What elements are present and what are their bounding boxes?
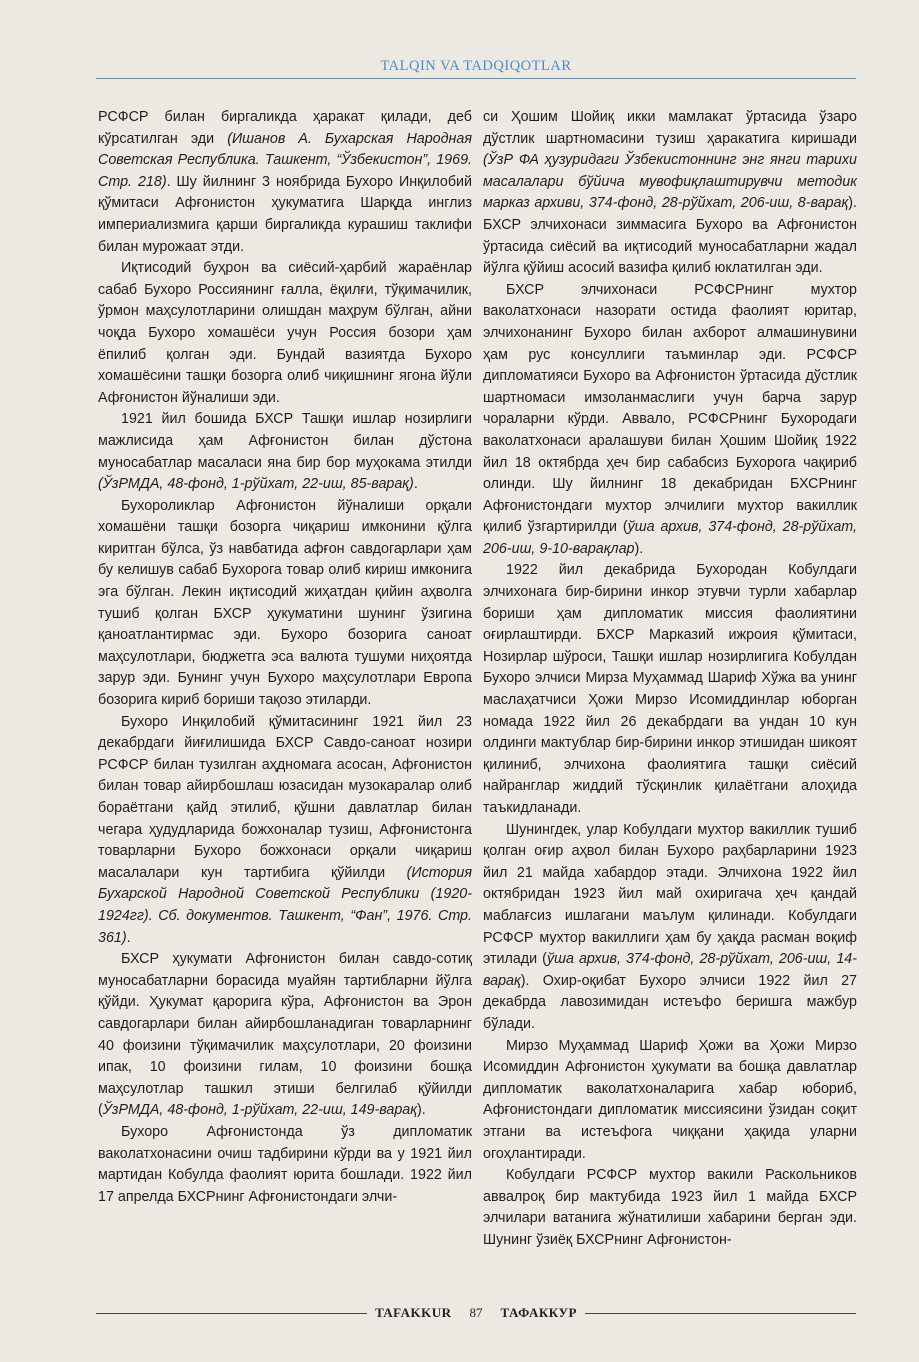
body-text: Иқтисодий буҳрон ва сиёсий-ҳарбий жараёнлар сабаб Бухоро Россиянинг ғалла, ёқилғи, тўқимачилик, ўрмон маҳсулотларини олишдан маҳрум бўлган, айни чоқда Бухоро хомашёси учун Россия бозори ҳам ёпилиб қолган эди. Бундай вазиятда Бухоро хомашёсини ташқи бозорга олиб чиқишнинг ягона йўли Афғонистон йўналиши эди. bbox=[98, 260, 472, 406]
paragraph bbox=[98, 496, 472, 712]
body-text: . bbox=[413, 476, 418, 493]
paragraph bbox=[483, 1165, 857, 1251]
paragraph bbox=[98, 107, 472, 258]
body-text: БХСР ҳукумати Афғонистон билан савдо-сотиқ муносабатларни борасида муайян тартибларни йўлга қўйди. Ҳукумат қарорига кўра, Афғонистон ва Эрон савдогарлари билан айирбошланадиган товарларнинг 40 фоизини тўқимачилик маҳсулотлари, 20 фоизини ипак, 10 фоизини гилам, 10 фоизини бошқа маҳсулотлар ташкил этиши белгилаб қўйилди ( bbox=[98, 951, 472, 1119]
paragraph bbox=[98, 258, 472, 409]
paragraph bbox=[483, 1036, 857, 1166]
body-text: . bbox=[126, 929, 131, 946]
left-column bbox=[98, 107, 472, 1282]
footer-rule-right bbox=[585, 1313, 856, 1314]
footer-journal-cyrillic: ТАФАККУР bbox=[500, 1305, 577, 1320]
body-text: 1921 йил бошида БХСР Ташқи ишлар нозирлиги мажлисида ҳам Афғонистон билан дўстона муносабатлар масаласи яна бир бор муҳокама этилди bbox=[98, 411, 472, 471]
body-text: Шунингдек, улар Кобулдаги мухтор вакиллик тушиб қолган оғир аҳвол билан Бухоро раҳбарларини 1923 йил 21 майда хабардор этади. Элчихона 1922 йил октябридан 1923 йил май охиригача ҳеч қандай маблағсиз ишлагани маълум қилинади. Кобулдаги РСФСР мухтор вакиллиги ҳам бу ҳақда расман воқиф этилади ( bbox=[483, 821, 857, 968]
footer-journal-latin: TAFAKKUR bbox=[375, 1305, 452, 1320]
body-text: Бухоро Инқилобий қўмитасининг 1921 йил 23 декабрдаги йиғилишида БХСР Савдо-саноат нозири РСФСР билан тузилган аҳдномага асосан, Афғонистон билан товар айирбошлаш юзасидан музокаралар олиб бораётгани қайд этилиб, қўшни давлатлар билан чегара ҳудудларида божхоналар тузиш, Афғонистонга товарларни Бухоро божхонаси орқали чиқариш масалалари кун тартибига қўйилди bbox=[98, 713, 472, 881]
body-text: ). bbox=[634, 540, 644, 557]
body-text: Мирзо Муҳаммад Шариф Ҳожи ва Ҳожи Мирзо Исомиддин Афғонистон ҳукумати ва бошқа давлатлар дипломатик ваколатхоналарига хабар юбориб, Афғонистондаги дипломатик миссиясини ўзидан соқит этгани ва истеъфога чиққани ҳақида уларни огоҳлантиради. bbox=[483, 1037, 857, 1162]
paragraph bbox=[98, 1122, 472, 1208]
paragraph bbox=[483, 560, 857, 819]
citation-text: (ЎзР ФА ҳузуридаги Ўзбекистоннинг энг янги тарихи масалалари бўйича мувофиқлаштирувчи методик марказ архиви, 374-фонд, 28-рўйхат, 206-иш, 8-варақ bbox=[483, 152, 857, 212]
body-text: 1922 йил декабрида Бухородан Кобулдаги элчихонага бир-бирини инкор этувчи турли хабарлар бориши ҳам дипломатик миссия фаолиятини оғирлаштирди. БХСР Марказий ижроия қўмитаси, Нозирлар шўроси, Ташқи ишлар нозирлигига Кобулдан Бухоро элчиси Мирза Муҳаммад Шариф Хўжа ва унинг маслаҳатчиси Ҳожи Мирзо Исомиддинлар юборган номада 1922 йил 26 декабрдаги ва ундан 10 кун олдинги мактублар бир-бирини инкор этишидан шикоят қилиниб, элчихона фаолиятига ташқи сиёсий найранглар жиддий тўсқинлик қилаётгани алоҳида таъкидланади. bbox=[483, 562, 857, 816]
page-number: 87 bbox=[469, 1305, 483, 1320]
body-text: си Ҳошим Шойиқ икки мамлакат ўртасида ўзаро дўстлик шартномасини тузиш ҳаракатига киришади bbox=[483, 109, 857, 147]
body-text: ). БХСР элчихонаси зиммасига Бухоро ва Афғонистон ўртасида сиёсий ва иқтисодий муносабатларни жадал йўлга қўйиш асосий вазифа қилиб юклатилган эди. bbox=[483, 195, 857, 277]
header-rule bbox=[96, 78, 856, 79]
paragraph bbox=[483, 820, 857, 1036]
citation-text: (История Бухарской Народной Советской Республики (1920-1924гг). Сб. документов. Ташкент, “Фан”, 1976. Стр. 361) bbox=[98, 864, 472, 946]
page-footer bbox=[96, 1302, 856, 1324]
paragraph bbox=[483, 280, 857, 561]
citation-text: (ЎзРМДА, 48-фонд, 1-рўйхат, 22-иш, 85-варақ) bbox=[98, 476, 414, 493]
citation-text: ЎзРМДА, 48-фонд, 1-рўйхат, 22-иш, 149-варақ bbox=[102, 1102, 418, 1119]
running-header: TALQIN VA TADQIQOTLAR bbox=[380, 58, 572, 74]
body-text: Кобулдаги РСФСР мухтор вакили Раскольников аввалроқ бир мактубида 1923 йил 1 майда БХСР элчилари ватанига жўнатилиши хабарини берган эди. Шунинг ўзиёқ БХСРнинг Афғонистон- bbox=[483, 1167, 857, 1248]
body-text: РСФСР билан биргаликда ҳаракат қилади, деб кўрсатилган эди bbox=[98, 109, 472, 147]
citation-text: ўша архив, 374-фонд, 28-рўйхат, 206-иш, 9-10-варақлар bbox=[483, 519, 857, 557]
body-text: . Шу йилнинг 3 ноябрида Бухоро Инқилобий қўмитаси Афғонистон ҳукуматига Шарқда инглиз империализмига қарши биргаликда курашиш таклифи билан мурожаат этди. bbox=[98, 173, 472, 255]
paragraph bbox=[98, 409, 472, 495]
body-text: БХСР элчихонаси РСФСРнинг мухтор ваколатхонаси назорати остида фаолият юритар, элчихонанинг Бухоро билан ахборот алмашинувини ҳам рус консуллиги таъминлар эди. РСФСР дипломатияси Бухоро ва Афғонистон ўртасида дўстлик шартномаси имзоланмаслиги учун барча зарур чораларни кўрди. Аввало, РСФСРнинг Бухородаги ваколатхонаси аралашуви билан Ҳошим Шойиқ 1922 йил 18 октябрда ҳеч бир сабабсиз Бухорога чақириб олинди. Шу йилнинг 18 декабридан БХСРнинг Афғонистондаги мухтор элчилиги мухтор вакиллик қилиб ўзгартирилди ( bbox=[483, 281, 857, 536]
citation-text: (Ишанов А. Бухарская Народная Советская Республика. Ташкент, “Ўзбекистон”, 1969. Стр. 218) bbox=[98, 130, 472, 190]
right-column bbox=[483, 107, 857, 1282]
body-text: ). Охир-оқибат Бухоро элчиси 1922 йил 27 декабрда лавозимидан истеъфо беришга мажбур бўлади. bbox=[483, 972, 857, 1032]
body-text: Бухоро Афғонистонда ўз дипломатик ваколатхонасини очиш тадбирини кўрди ва у 1921 йил мартидан Кобулда фаолият юрита бошлади. 1922 йил 17 апрелда БХСРнинг Афғонистондаги элчи- bbox=[98, 1123, 472, 1205]
paragraph bbox=[483, 107, 857, 280]
footer-rule-left bbox=[96, 1313, 367, 1314]
paragraph bbox=[98, 712, 472, 950]
citation-text: ўша архив, 374-фонд, 28-рўйхат, 206-иш, 14-варақ bbox=[483, 951, 857, 989]
body-text: ). bbox=[417, 1102, 426, 1119]
paragraph bbox=[98, 949, 472, 1122]
body-text: Бухороликлар Афғонистон йўналиши орқали хомашёни ташқи бозорга чиқариш имконини қўлга киритган бўлса, ўз навбатида афғон савдогарлари ҳам бу келишув сабаб Бухорога товар олиб кириш имконига эга бўлган. Лекин иқтисодий жиҳатдан қийин аҳволга тушиб қолган БХСР ҳукуматини шунинг ўзигина қаноатлантирмас эди. Бухоро бозорига саноат маҳсулотлари, бюджетга эса валюта тушуми ниҳоятда зарур эди. Бунинг учун Бухоро маҳсулотлари Европа бозорига кириб бориши тақозо этиларди. bbox=[98, 497, 472, 709]
